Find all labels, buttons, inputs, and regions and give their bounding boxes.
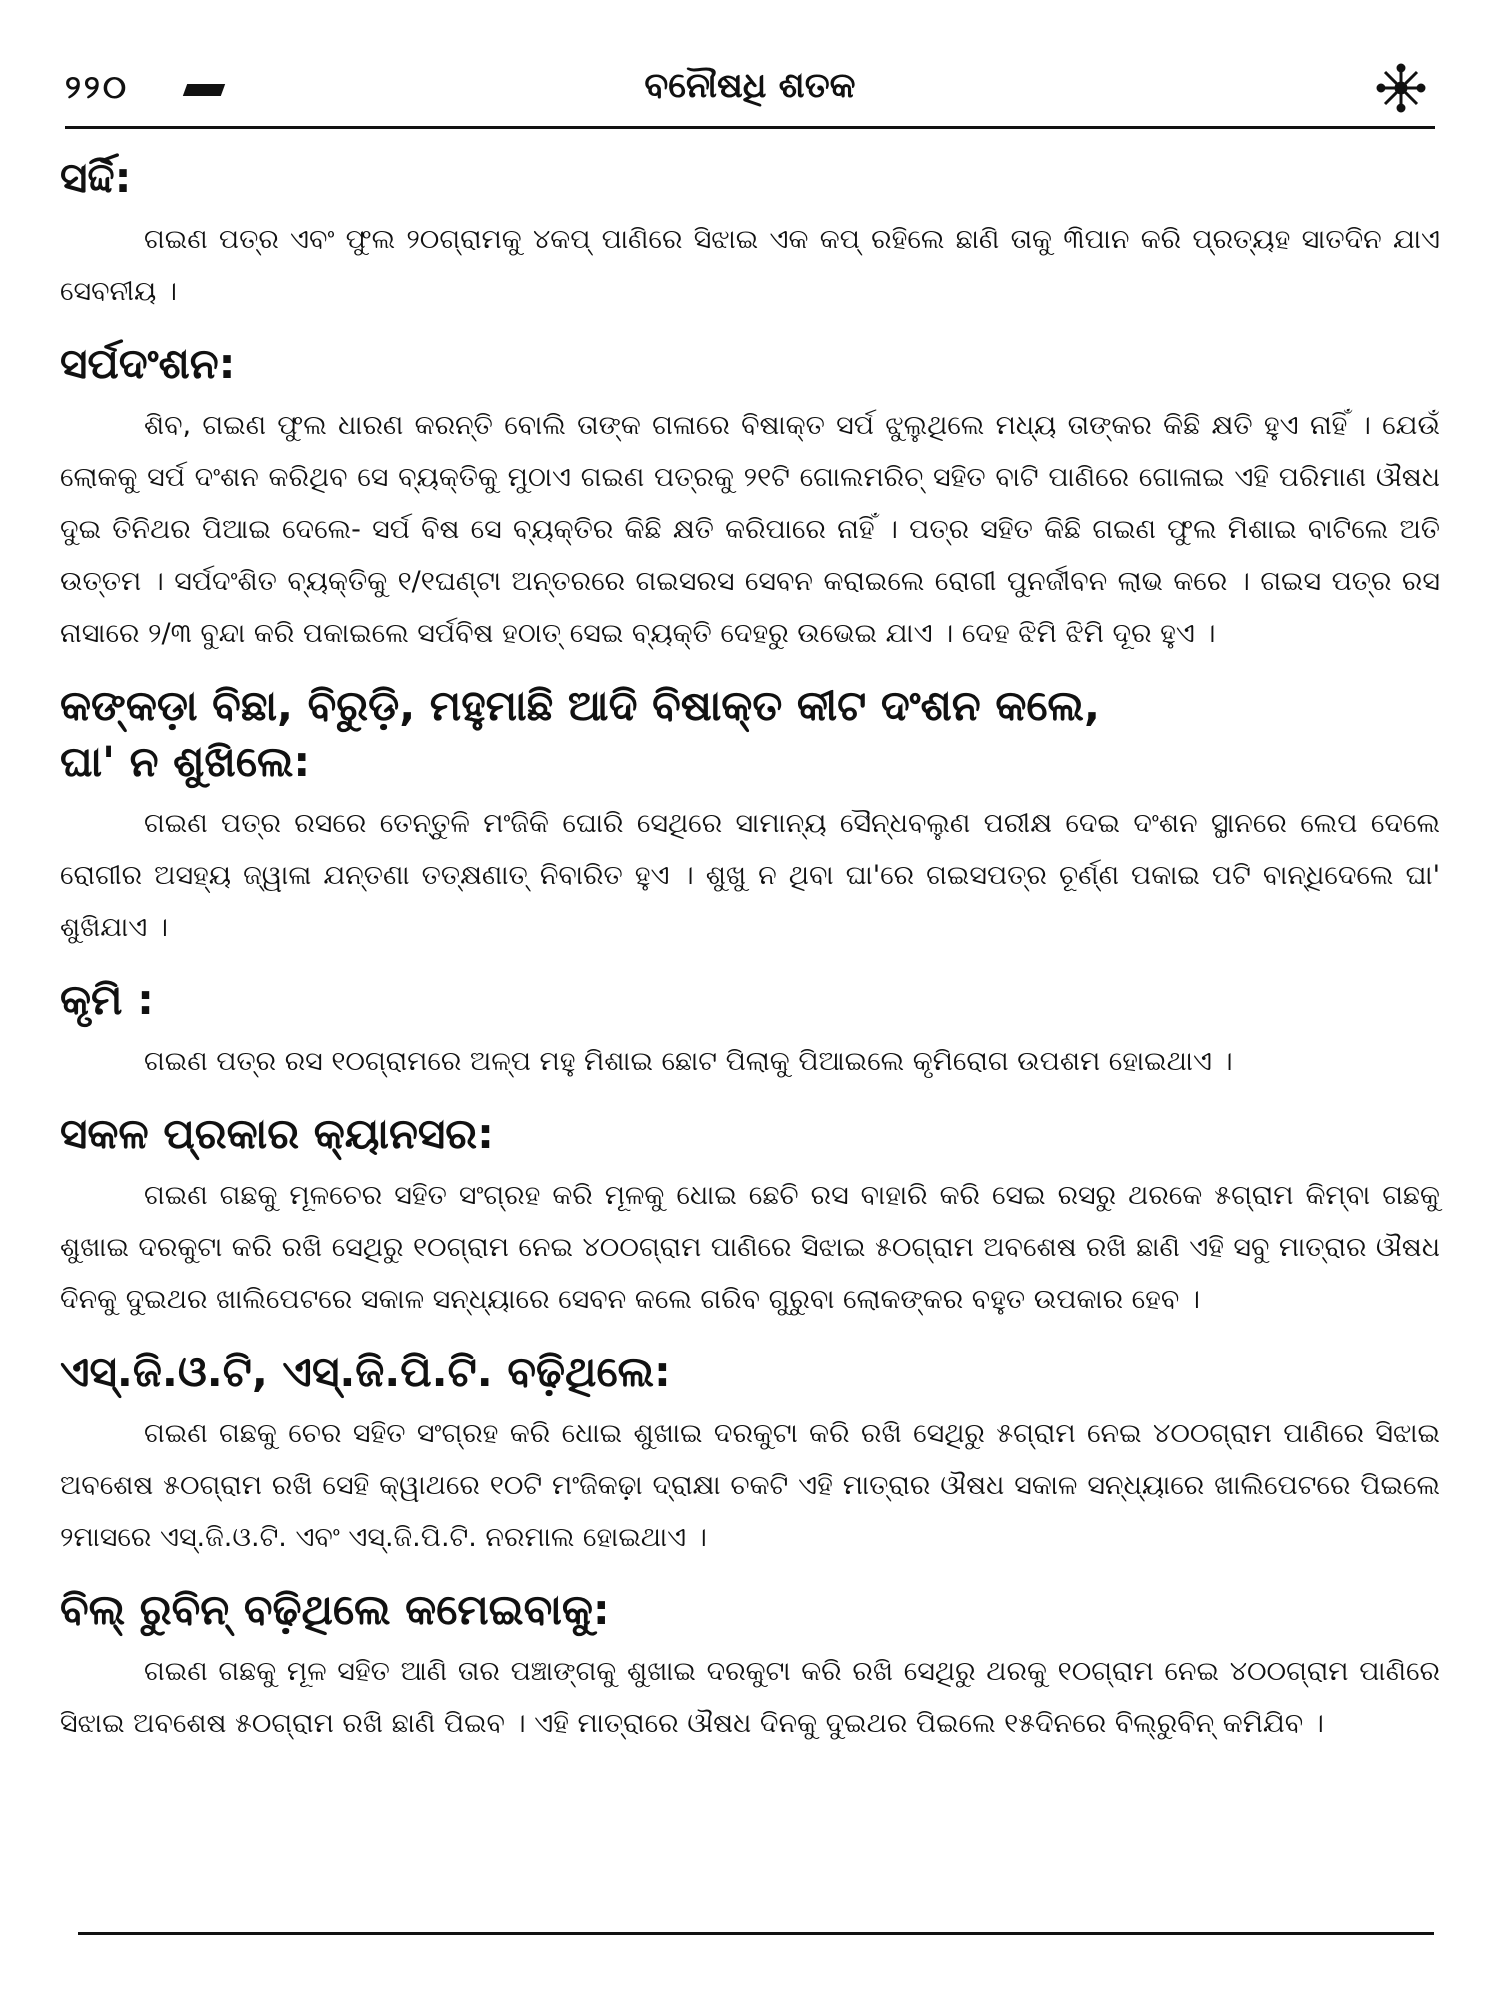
- flower-ornament-icon: [1375, 62, 1427, 114]
- section-snakebite: [60, 336, 1440, 660]
- section-insect-sting: [60, 678, 1440, 954]
- section-heading: ସର୍ପଦଂଶନ:: [60, 339, 236, 388]
- section-sgot-sgpt: [60, 1344, 1440, 1564]
- section-body: ଗଇଣ ପତ୍ର ରସ ୧୦ଗ୍ରାମରେ ଅଳ୍ପ ମହୁ ମିଶାଇ ଛୋଟ ପିଲାକୁ ପିଆଇଲେ କୃମିରୋଗ ଉପଶମ ହୋଇଥାଏ ।: [144, 1046, 1233, 1077]
- section-body: ଗଇଣ ପତ୍ର ରସରେ ତେନ୍ତୁଳି ମଂଜିକି ଘୋରି ସେଥିରେ ସାମାନ୍ୟ ସୈନ୍ଧବଲୁଣ ପରୀକ୍ଷ ଦେଇ ଦଂଶନ ସ୍ଥାନରେ ଲେପ ଦେଲେ ରୋଗୀର ଅସହ୍ୟ ଜ୍ୱାଳା ଯନ୍ତଣା ତତ୍‌କ୍ଷଣାତ୍ ନିବାରିତ ହୁଏ । ଶୁଖୁ ନ ଥିବା ଘା'ରେ ଗଇସପତ୍ର ଚୂର୍ଣ୍ଣ ପକାଇ ପଟି ବାନ୍ଧିଦେଲେ ଘା' ଶୁଖିଯାଏ ।: [60, 808, 1440, 943]
- section-body: ଗଇଣ ଗଛକୁ ମୂଳ ସହିତ ଆଣି ତାର ପଞ୍ଚାଙ୍ଗକୁ ଶୁଖାଇ ଦରକୁଟା କରି ରଖି ସେଥିରୁ ଥରକୁ ୧୦ଗ୍ରାମ ନେଇ ୪୦୦ଗ୍ରାମ ପାଣିରେ ସିଝାଇ ଅବଶେଷ ୫୦ଗ୍ରାମ ରଖି ଛାଣି ପିଇବ । ଏହି ମାତ୍ରାରେ ଔଷଧ ଦିନକୁ ଦୁଇଥର ପିଇଲେ ୧୫ଦିନରେ ବିଲ୍‌ରୁବିନ୍ କମିଯିବ ।: [60, 1656, 1440, 1739]
- section-heading: ଏସ୍.ଜି.ଓ.ଟି, ଏସ୍.ଜି.ପି.ଟି. ବଢ଼ିଥିଲେ:: [60, 1347, 671, 1396]
- section-worms: [60, 972, 1440, 1088]
- page-header: [65, 62, 1435, 122]
- section-heading: ସର୍ଦ୍ଦି:: [60, 153, 132, 202]
- section-cold: [60, 150, 1440, 318]
- section-heading: କଙ୍କଡ଼ା ବିଛା, ବିରୁଡ଼ି, ମହୁମାଛି ଆଦି ବିଷାକ୍ତ କୀଟ ଦଂଶନ କଲେ, ଘା' ନ ଶୁଖିଲେ:: [60, 681, 1100, 786]
- section-body: ଗଇଣ ପତ୍ର ଏବଂ ଫୁଲ ୨୦ଗ୍ରାମକୁ ୪କପ୍ ପାଣିରେ ସିଝାଇ ଏକ କପ୍ ରହିଲେ ଛାଣି ତାକୁ ୩ିପାନ କରି ପ୍ରତ୍ୟହ ସାତଦିନ ଯାଏ ସେବନୀୟ ।: [60, 224, 1440, 307]
- page-content: [60, 150, 1440, 1768]
- book-title: ବନୌଷଧି ଶତକ: [644, 66, 856, 106]
- section-body: ଗଇଣ ଗଛକୁ ମୂଳଚେର ସହିତ ସଂଗ୍ରହ କରି ମୂଳକୁ ଧୋଇ ଛେଚି ରସ ବାହାରି କରି ସେଇ ରସରୁ ଥରକେ ୫ଗ୍ରାମ କିମ୍ବା ଗଛକୁ ଶୁଖାଇ ଦରକୁଟା କରି ରଖି ସେଥିରୁ ୧୦ଗ୍ରାମ ନେଇ ୪୦୦ଗ୍ରାମ ପାଣିରେ ସିଝାଇ ୫୦ଗ୍ରାମ ଅବଶେଷ ରଖି ଛାଣି ଏହି ସବୁ ମାତ୍ରାର ଔଷଧ ଦିନକୁ ଦୁଇଥର ଖାଲିପେଟରେ ସକାଳ ସନ୍ଧ୍ୟାରେ ସେବନ କଲେ ଗରିବ ଗୁରୁବା ଲୋକଙ୍କର ବହୁତ ଉପକାର ହେବ ।: [60, 1180, 1440, 1315]
- section-body: ଶିବ, ଗଇଣ ଫୁଲ ଧାରଣ କରନ୍ତି ବୋଲି ତାଙ୍କ ଗଳାରେ ବିଷାକ୍ତ ସର୍ପ ଝୁଲୁଥିଲେ ମଧ୍ୟ ତାଙ୍କର କିଛି କ୍ଷତି ହୁଏ ନାହିଁ । ଯେଉଁ ଲୋକକୁ ସର୍ପ ଦଂଶନ କରିଥିବ ସେ ବ୍ୟକ୍ତିକୁ ମୁଠାଏ ଗଇଣ ପତ୍ରକୁ ୨୧ଟି ଗୋଲମରିଚ୍ ସହିତ ବାଟି ପାଣିରେ ଗୋଳାଇ ଏହି ପରିମାଣ ଔଷଧ ଦୁଇ ତିନିଥର ପିଆଇ ଦେଲେ- ସର୍ପ ବିଷ ସେ ବ୍ୟକ୍ତିର କିଛି କ୍ଷତି କରିପାରେ ନାହିଁ । ପତ୍ର ସହିତ କିଛି ଗଇଣ ଫୁଲ ମିଶାଇ ବାଟିଲେ ଅତି ଉତ୍ତମ । ସର୍ପଦଂଶିତ ବ୍ୟକ୍ତିକୁ ୧/୧ଘଣ୍ଟା ଅନ୍ତରରେ ଗଇସରସ ସେବନ କରାଇଲେ ରୋଗୀ ପୁନର୍ଜୀବନ ଲାଭ କରେ । ଗଇସ ପତ୍ର ରସ ନାସାରେ ୨/୩ ବୁନ୍ଦା କରି ପକାଇଲେ ସର୍ପବିଷ ହଠାତ୍ ସେଇ ବ୍ୟକ୍ତି ଦେହରୁ ଉଭେଇ ଯାଏ । ଦେହ ଝିମି ଝିମି ଦୂର ହୁଏ ।: [60, 410, 1440, 649]
- header-divider: [65, 126, 1435, 129]
- section-body: ଗଇଣ ଗଛକୁ ଚେର ସହିତ ସଂଗ୍ରହ କରି ଧୋଇ ଶୁଖାଇ ଦରକୁଟା କରି ରଖି ସେଥିରୁ ୫ଗ୍ରାମ ନେଇ ୪୦୦ଗ୍ରାମ ପାଣିରେ ସିଝାଇ ଅବଶେଷ ୫୦ଗ୍ରାମ ରଖି ସେହି କ୍ୱାଥରେ ୧୦ଟି ମଂଜିକଢ଼ା ଦ୍ରାକ୍ଷା ଚକଟି ଏହି ମାତ୍ରାର ଔଷଧ ସକାଳ ସନ୍ଧ୍ୟାରେ ଖାଲିପେଟରେ ପିଇଲେ ୨ମାସରେ ଏସ୍.ଜି.ଓ.ଟି. ଏବଂ ଏସ୍.ଜି.ପି.ଟି. ନରମାଲ ହୋଇଥାଏ ।: [60, 1418, 1440, 1553]
- section-bilirubin: [60, 1582, 1440, 1750]
- section-heading: ବିଲ୍ ରୁବିନ୍ ବଢ଼ିଥିଲେ କମେଇବାକୁ:: [60, 1585, 610, 1634]
- footer-divider: [78, 1932, 1434, 1935]
- section-heading: କୃମି :: [60, 975, 154, 1024]
- page-number: ୨୨୦: [65, 68, 130, 106]
- section-heading: ସକଳ ପ୍ରକାର କ୍ୟାନସର:: [60, 1109, 494, 1158]
- section-cancer: [60, 1106, 1440, 1326]
